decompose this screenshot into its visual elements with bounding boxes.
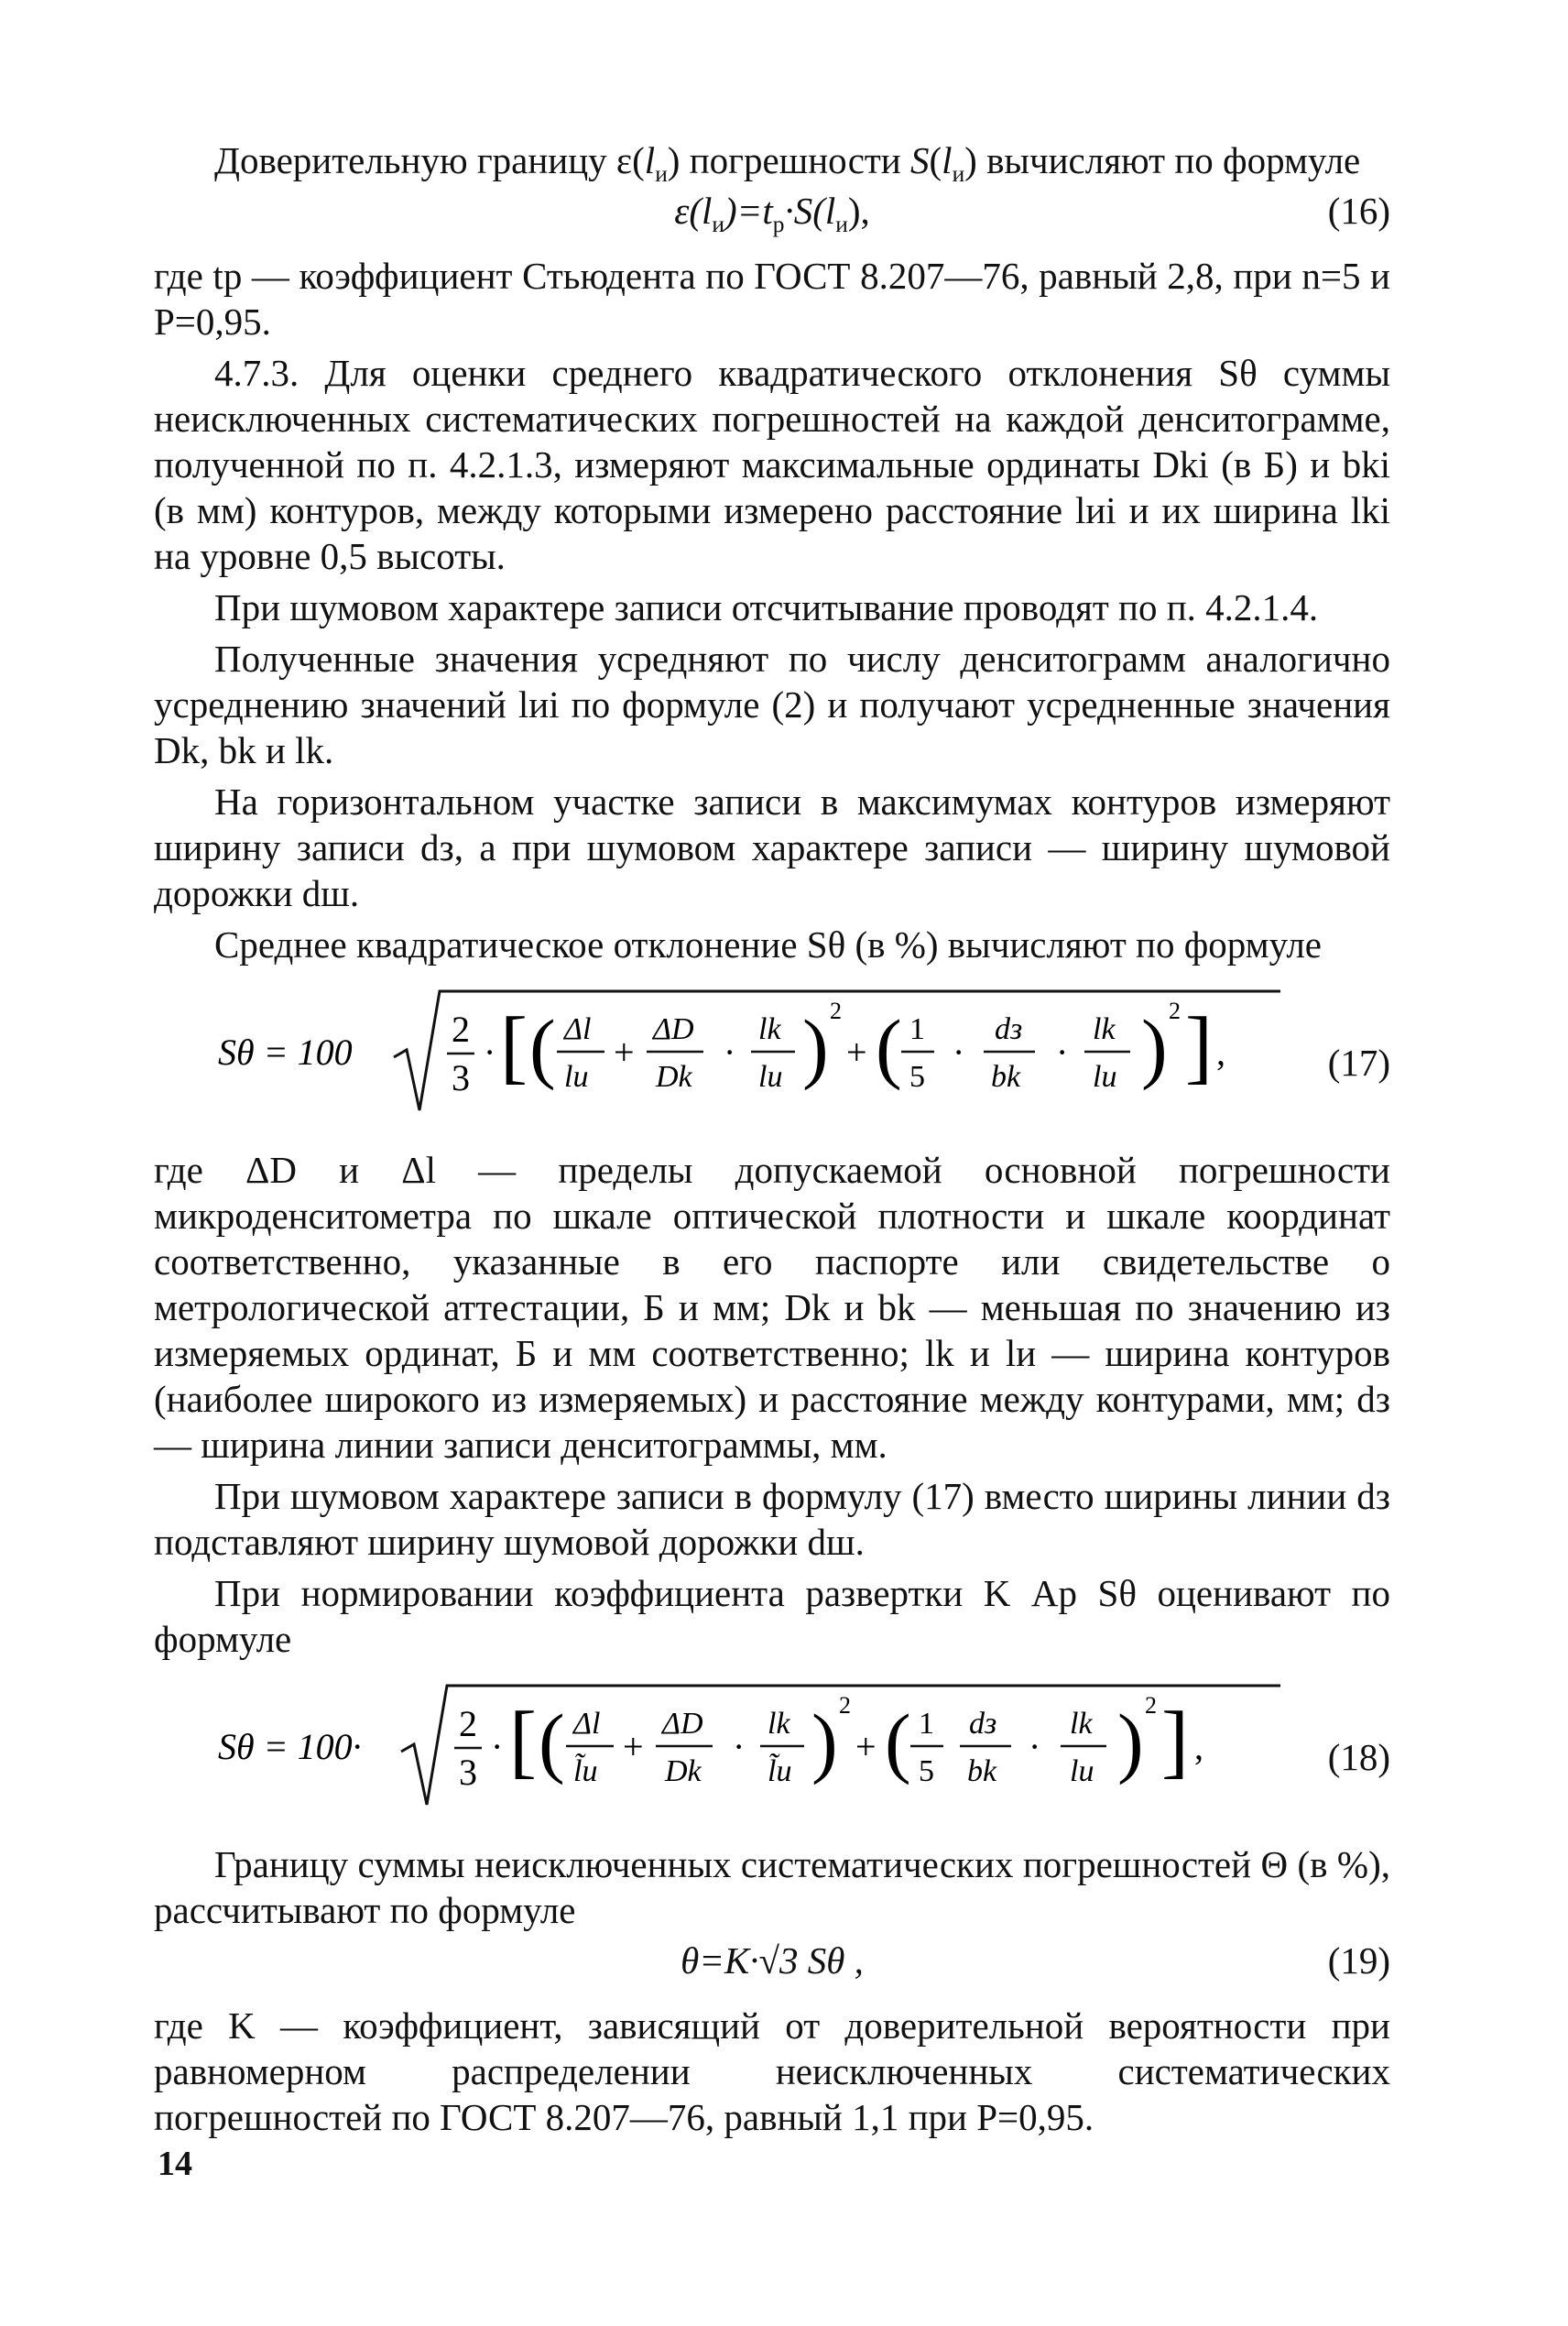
svg-text:1: 1 bbox=[909, 1012, 925, 1046]
equation-18 bbox=[154, 1667, 1390, 1832]
svg-text:lи: lи bbox=[758, 1060, 783, 1094]
svg-text:2: 2 bbox=[830, 998, 842, 1024]
svg-text:Δl: Δl bbox=[564, 1012, 592, 1046]
svg-text:3: 3 bbox=[452, 1057, 470, 1098]
svg-text:·: · bbox=[1056, 1032, 1069, 1073]
svg-text:Sθ = 100·: Sθ = 100· bbox=[218, 1726, 362, 1767]
svg-text:(: ( bbox=[876, 1003, 902, 1091]
paragraph-confidence-intro: Доверительную границу $\varepsilon(l_и)$ погрешности $S(l_и)$ вычисляют по формуле bbox=[214, 139, 1361, 188]
equation-17 bbox=[154, 973, 1390, 1138]
svg-text:+: + bbox=[614, 1032, 635, 1073]
paragraph-sweep-coefficient: При нормировании коэффициента развертки K Ар Sθ оценивают по формуле bbox=[154, 1572, 1390, 1660]
svg-text:+: + bbox=[623, 1726, 644, 1767]
paragraph-4-7-3: 4.7.3. Для оценки среднего квадратического отклонения Sθ суммы неисключенных систематических погрешностей на каждой денситограмме, полученной по п. 4.2.1.3, измеряют максимальные ординаты Dki (в Б) и bki (в мм) контуров, между которыми измерено расстояние lиi и их ширина lki на уровне 0,5 высоты. bbox=[154, 352, 1390, 577]
paragraph-k-coefficient: где K — коэффициент, зависящий от доверительной вероятности при равномерном распределении неисключенных систематических погрешностей по ГОСТ 8.207—76, равный 1,1 при P=0,95. bbox=[154, 2004, 1390, 2138]
svg-text:): ) bbox=[802, 1003, 829, 1091]
svg-text:): ) bbox=[1117, 1698, 1144, 1785]
paragraph-where-definitions: где ΔD и Δl — пределы допускаемой основной погрешности микроденситометра по шкале оптической плотности и шкале координат соответственно, указанные в его паспорте или свидетельстве о метрологической аттестации, Б и мм; Dk и bk — меньшая по значению из измеряемых ординат, Б и мм соответственно; lk и lи — ширина контуров (наиболее широкого из измеряемых) и расстояние между контурами, мм; dз — ширина линии записи денситограммы, мм. bbox=[154, 1149, 1390, 1466]
svg-text:5: 5 bbox=[909, 1060, 925, 1094]
svg-text:(: ( bbox=[885, 1698, 911, 1785]
svg-text:ΔD: ΔD bbox=[662, 1707, 703, 1741]
svg-text:lи: lи bbox=[1093, 1060, 1117, 1094]
equation-16: $\varepsilon(l_и)=t_р\cdot S(l_и)$, (16) bbox=[674, 190, 1390, 238]
svg-text:5: 5 bbox=[919, 1754, 934, 1788]
svg-text:[: [ bbox=[500, 1001, 528, 1092]
page-body bbox=[154, 137, 1390, 2146]
svg-text:·: · bbox=[733, 1726, 746, 1767]
svg-text:[: [ bbox=[509, 1696, 537, 1786]
page-number: 14 bbox=[158, 2145, 192, 2183]
svg-text:Δl: Δl bbox=[573, 1707, 601, 1741]
svg-text:(: ( bbox=[529, 1003, 556, 1091]
svg-text:l̃и: l̃и bbox=[768, 1754, 792, 1788]
paragraph-averaging: Полученные значения усредняют по числу денситограмм аналогично усреднению значений lиi по формуле (2) и получают усредненные значения Dk, bk и lk. bbox=[154, 638, 1390, 771]
svg-text:): ) bbox=[811, 1698, 838, 1785]
svg-text:3: 3 bbox=[459, 1752, 477, 1793]
paragraph-sd-formula-intro: Среднее квадратическое отклонение Sθ (в %) вычисляют по формуле bbox=[214, 923, 1322, 966]
svg-text:·: · bbox=[1029, 1726, 1041, 1767]
svg-text:,: , bbox=[1216, 1032, 1225, 1073]
svg-text:·: · bbox=[953, 1032, 965, 1073]
svg-text:2: 2 bbox=[1169, 998, 1181, 1024]
svg-text:): ) bbox=[1141, 1003, 1168, 1091]
svg-text:+: + bbox=[846, 1032, 867, 1073]
paragraph-noise-reading: При шумовом характере записи отсчитывание проводят по п. 4.2.1.4. bbox=[214, 586, 1319, 628]
equation-number: (17) bbox=[1327, 1042, 1390, 1084]
equation-19: θ=K·√3 Sθ , (19) bbox=[681, 1939, 1390, 1982]
svg-text:Dk: Dk bbox=[665, 1754, 702, 1788]
paragraph-theta-intro: Границу суммы неисключенных систематических погрешностей Θ (в %), рассчитывают по формуле bbox=[154, 1843, 1390, 1931]
svg-text:lи: lи bbox=[564, 1060, 589, 1094]
svg-text:2: 2 bbox=[1145, 1692, 1157, 1719]
svg-text:]: ] bbox=[1185, 1001, 1213, 1092]
equation-number: (19) bbox=[1327, 1939, 1390, 1982]
svg-text:bk: bk bbox=[991, 1060, 1021, 1094]
svg-text:(: ( bbox=[539, 1698, 565, 1785]
svg-text:·: · bbox=[491, 1726, 504, 1767]
svg-text:,: , bbox=[1194, 1726, 1203, 1767]
svg-text:bk: bk bbox=[967, 1754, 997, 1788]
svg-text:l̃и: l̃и bbox=[573, 1754, 598, 1788]
svg-text:2: 2 bbox=[459, 1703, 477, 1744]
svg-text:2: 2 bbox=[839, 1692, 851, 1719]
svg-text:lи: lи bbox=[1070, 1754, 1094, 1788]
svg-text:·: · bbox=[724, 1032, 736, 1073]
svg-text:·: · bbox=[484, 1032, 496, 1073]
svg-text:Sθ = 100: Sθ = 100 bbox=[218, 1032, 353, 1073]
svg-text:2: 2 bbox=[452, 1009, 470, 1050]
svg-text:ΔD: ΔD bbox=[653, 1012, 694, 1046]
svg-text:lk: lk bbox=[1070, 1707, 1093, 1741]
paragraph-width-measure: На горизонтальном участке записи в максимумах контуров измеряют ширину записи dз, а при шумовом характере записи — ширину шумовой дорожки dш. bbox=[154, 781, 1390, 914]
svg-text:lk: lk bbox=[758, 1012, 781, 1046]
paragraph-student: где tр — коэффициент Стьюдента по ГОСТ 8.207—76, равный 2,8, при n=5 и P=0,95. bbox=[154, 255, 1390, 343]
paragraph-noise-substitution: При шумовом характере записи в формулу (17) вместо ширины линии dз подставляют ширину шумовой дорожки dш. bbox=[154, 1475, 1390, 1563]
svg-text:1: 1 bbox=[919, 1707, 934, 1741]
svg-text:]: ] bbox=[1161, 1696, 1189, 1786]
svg-text:Dk: Dk bbox=[656, 1060, 692, 1094]
svg-text:lk: lk bbox=[768, 1707, 790, 1741]
svg-text:lk: lk bbox=[1093, 1012, 1116, 1046]
equation-number: (16) bbox=[1327, 190, 1390, 232]
equation-number: (18) bbox=[1327, 1736, 1390, 1778]
svg-text:dз: dз bbox=[969, 1707, 997, 1741]
svg-text:dз: dз bbox=[995, 1012, 1023, 1046]
svg-text:+: + bbox=[855, 1726, 877, 1767]
